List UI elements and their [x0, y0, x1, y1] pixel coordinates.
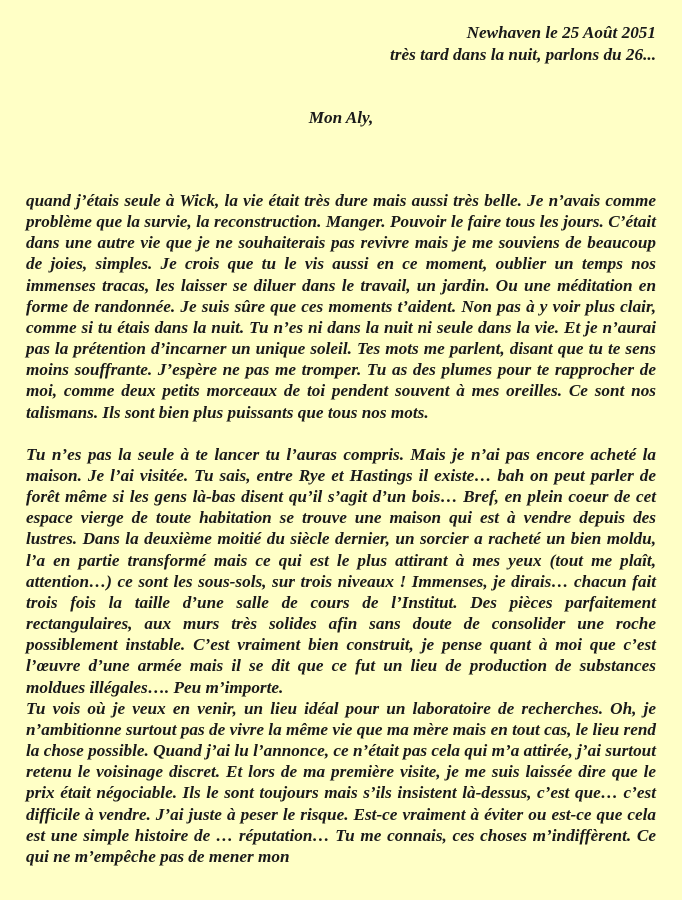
place-date-line: Newhaven le 25 Août 2051: [466, 23, 656, 42]
letter-header: [390, 22, 656, 66]
paragraph-1: quand j’étais seule à Wick, la vie était très dure mais aussi très belle. Je n’avais comme problème que la survie, la reconstruction. Manger. Pouvoir le faire tous les jours. C’était dans une autre vie que je ne souhaiterais pas revivre mais je me souviens de beaucoup de joies, simples. Je crois que tu le vis aussi en ce moment, oublier un temps nos immenses tracas, les laisser se diluer dans le travail, un jardin. Ou une méditation en forme de randonnée. Je suis sûre que ces moments t’aident. Non pas à y voir plus clair, comme si tu étais dans la nuit. Tu n’es ni dans la nuit ni seule dans la vie. Et je n’aurai pas la prétention d’incarner un unique soleil. Tes mots me parlent, disant que tu te sens moins souffrante. J’espère ne pas me tromper. Tu as des plumes pour te rapprocher de moi, comme deux petits morceaux de toi pendent souvent à mes oreilles. Ce sont nos talismans. Ils sont bien plus puissants que tous nos mots.: [26, 191, 656, 422]
time-note-line: très tard dans la nuit, parlons du 26...: [389, 45, 656, 64]
paragraph-2: Tu n’es pas la seule à te lancer tu l’auras compris. Mais je n’ai pas encore acheté la maison. Je l’ai visitée. Tu sais, entre Rye et Hastings il existe… bah on peut parler de forêt même si les gens là-bas disent qu’il s’agit d’un bois… Bref, en plein coeur de cet espace vierge de toute habitation se trouve une maison qui est à vendre depuis des lustres. Dans la deuxième moitié du siècle dernier, un sorcier a racheté un bien moldu, l’a en partie transformé mais ce qui est le plus attirant à mes yeux (tout me plaît, attention…) ce sont les sous-sols, sur trois niveaux ! Immenses, je dirais… chacun fait trois fois la taille d’une salle de cours de l’Institut. Des pièces parfaitement rectangulaires, aux murs très solides afin sans doute de consolider une roche possiblement instable. C’est vraiment bien construit, je pense quant à moi que c’est l’œuvre d’une armée mais il se dit que ce fut un lieu de production de substances moldues illégales…. Peu m’importe.: [26, 444, 656, 697]
salutation: Mon Aly,: [308, 108, 374, 127]
letter-body: [26, 190, 656, 867]
paragraph-3: Tu vois où je veux en venir, un lieu idéal pour un laboratoire de recherches. Oh, je n’ambitionne surtout pas de vivre la même vie que ma mère mais en tout cas, le lieu rend la chose possible. Quand j’ai lu l’annonce, ce n’était pas cela qui m’a attirée, j’ai surtout retenu le voisinage discret. Et lors de ma première visite, je me suis laissée dire que le prix était négociable. Ils le sont toujours mais s’ils insistent là-dessus, c’est que… c’est difficile à vendre. J’ai juste à peser le risque. Est-ce vraiment à éviter ou est-ce que cela est une simple histoire de … réputation… Tu me connais, ces choses m’indiffèrent. Ce qui ne m’empêche pas de mener mon: [26, 698, 656, 866]
